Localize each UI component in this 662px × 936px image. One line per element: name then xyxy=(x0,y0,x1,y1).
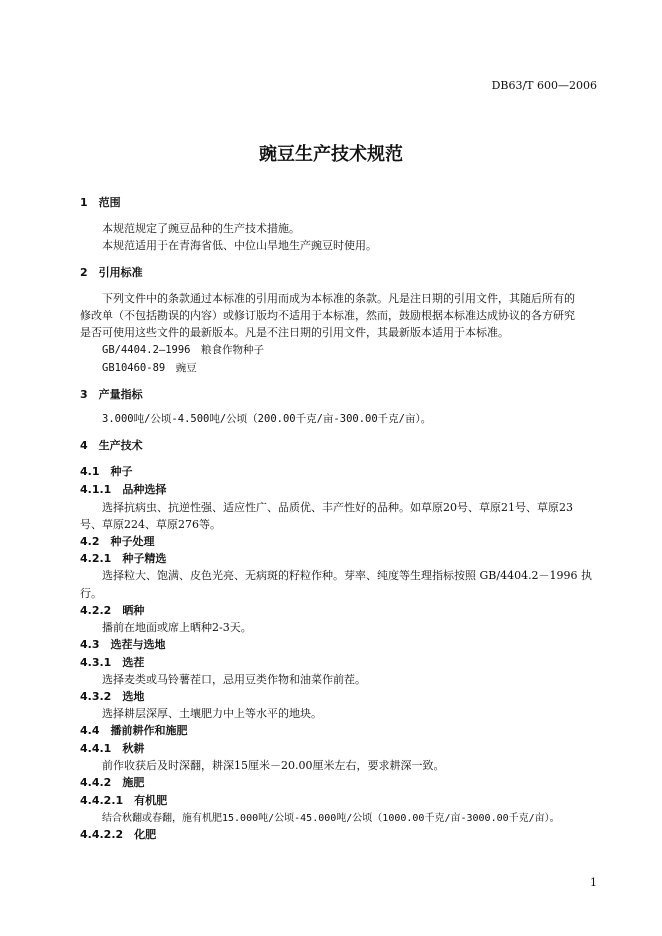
heading-4-3-2: 4.3.2 选地 xyxy=(80,690,145,703)
heading-3: 3 产量指标 xyxy=(80,388,143,401)
heading-4-4-2-2: 4.4.2.2 化肥 xyxy=(80,828,157,841)
heading-4-4-2: 4.4.2 施肥 xyxy=(80,776,145,789)
reference-item: GB10460-89 豌豆 xyxy=(102,362,197,374)
paragraph: 行。 xyxy=(80,587,102,600)
heading-4-2: 4.2 种子处理 xyxy=(80,535,155,548)
page-number: 1 xyxy=(590,876,597,889)
heading-4-2-1: 4.2.1 种子精选 xyxy=(80,552,167,565)
heading-4-1-1: 4.1.1 品种选择 xyxy=(80,483,167,496)
paragraph: 前作收获后及时深翻，耕深15厘米－20.00厘米左右，要求耕深一致。 xyxy=(102,759,445,772)
paragraph: 本规范适用于在青海省低、中位山旱地生产豌豆时使用。 xyxy=(102,239,377,252)
standard-number: DB63/T 600—2006 xyxy=(491,79,597,92)
paragraph: 是否可使用这些文件的最新版本。凡是不注日期的引用文件，其最新版本适用于本标准。 xyxy=(80,326,509,339)
reference-item: GB/4404.2—1996 粮食作物种子 xyxy=(102,344,265,356)
heading-4-1: 4.1 种子 xyxy=(80,465,133,478)
heading-2: 2 引用标准 xyxy=(80,266,143,279)
paragraph: 号、草原224、草原276等。 xyxy=(80,518,221,531)
heading-4-4-2-1: 4.4.2.1 有机肥 xyxy=(80,794,168,807)
paragraph: 选择抗病虫、抗逆性强、适应性广、品质优、丰产性好的品种。如草原20号、草原21号、草原23 xyxy=(102,501,573,514)
paragraph: 选择耕层深厚、土壤肥力中上等水平的地块。 xyxy=(102,707,322,720)
paragraph: 播前在地面或席上晒种2-3天。 xyxy=(102,621,252,634)
paragraph: 修改单（不包括勘误的内容）或修订版均不适用于本标准，然而，鼓励根据本标准达成协议的各方研究 xyxy=(80,309,575,322)
heading-4-3-1: 4.3.1 选茬 xyxy=(80,656,145,669)
paragraph: 结合秋翻或春翻，施有机肥15.000吨/公顷-45.000吨/公顷（1000.00千克/亩-3000.00千克/亩）。 xyxy=(102,813,560,824)
paragraph: 选择粒大、饱满、皮色光亮、无病斑的籽粒作种。芽率、纯度等生理指标按照 GB/4404.2－1996 执 xyxy=(102,569,593,582)
heading-4-3: 4.3 选茬与选地 xyxy=(80,638,166,651)
heading-4: 4 生产技术 xyxy=(80,439,143,452)
paragraph: 本规范规定了豌豆品种的生产技术措施。 xyxy=(102,222,300,235)
heading-4-4: 4.4 播前耕作和施肥 xyxy=(80,724,188,737)
heading-4-2-2: 4.2.2 晒种 xyxy=(80,604,145,617)
document-title: 豌豆生产技术规范 xyxy=(259,144,403,165)
heading-1: 1 范围 xyxy=(80,196,121,209)
paragraph: 3.000吨/公顷-4.500吨/公顷（200.00千克/亩-300.00千克/亩）。 xyxy=(102,413,432,425)
paragraph: 下列文件中的条款通过本标准的引用而成为本标准的条款。凡是注日期的引用文件，其随后所有的 xyxy=(102,292,575,305)
paragraph: 选择麦类或马铃薯茬口，忌用豆类作物和油菜作前茬。 xyxy=(102,673,366,686)
heading-4-4-1: 4.4.1 秋耕 xyxy=(80,742,145,755)
